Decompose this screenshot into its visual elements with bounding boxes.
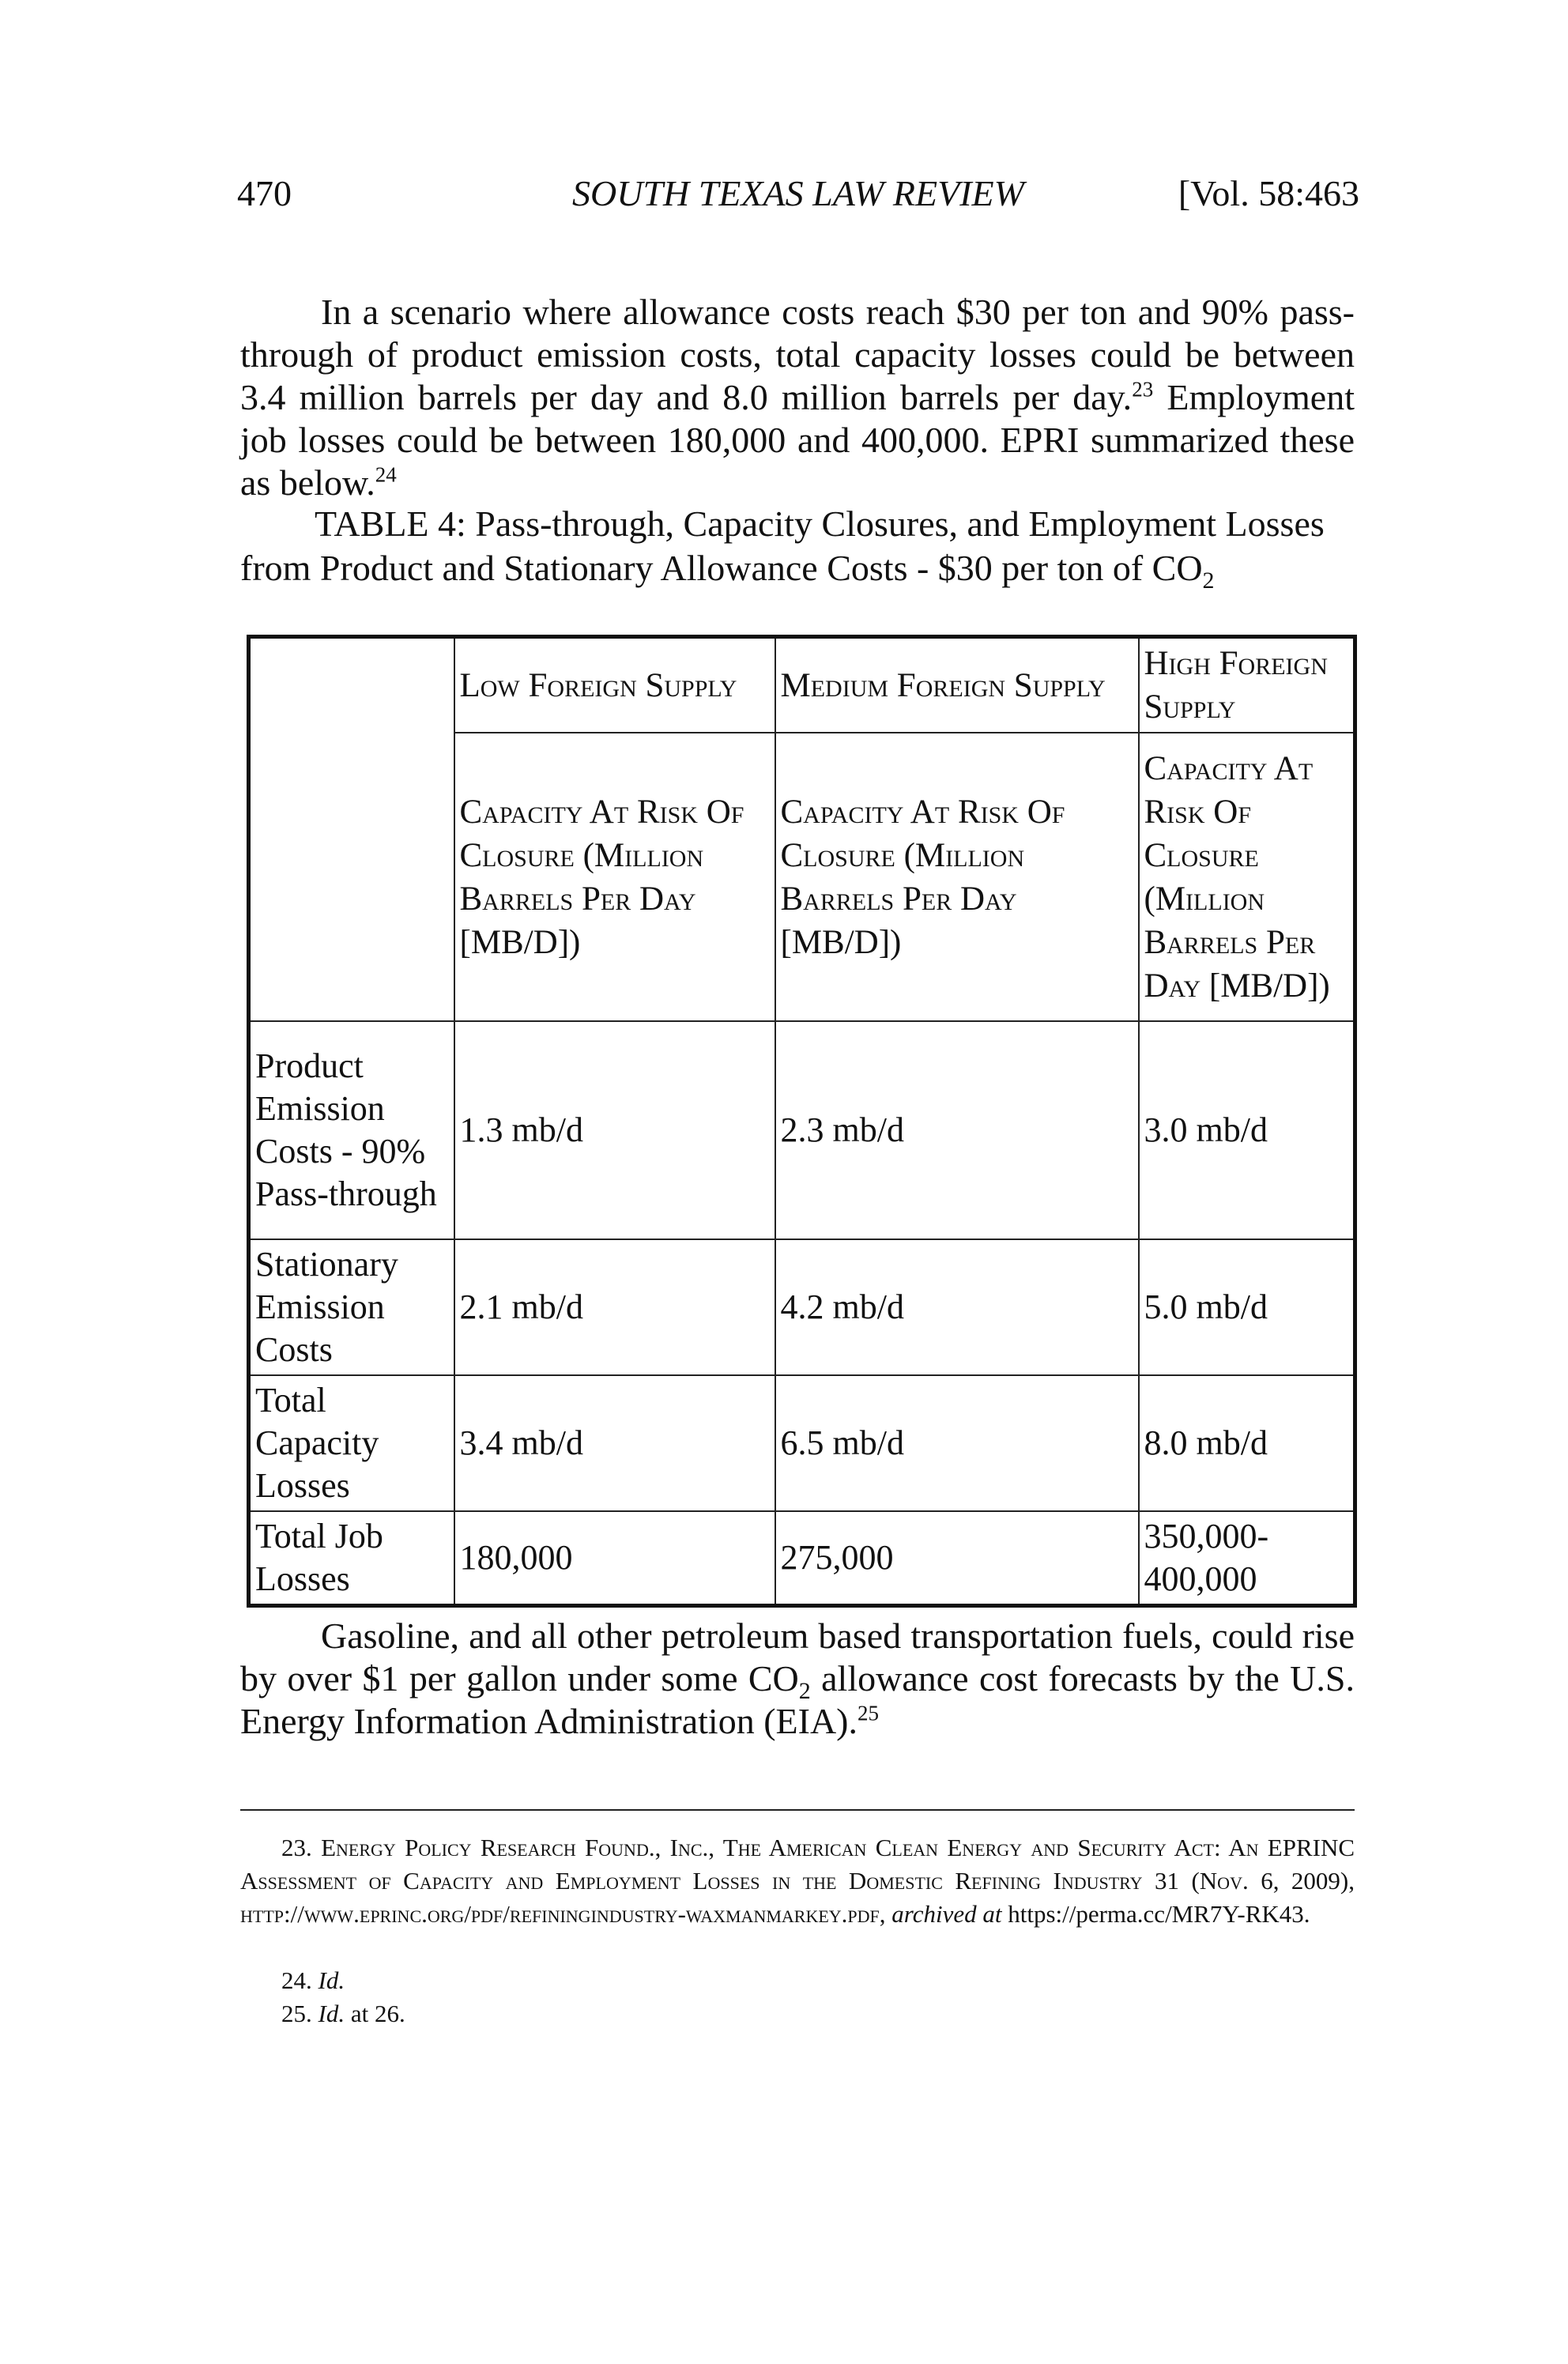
table-cell: 2.3 mb/d [775, 1021, 1139, 1239]
footnote-ref-24[interactable]: 24 [375, 462, 397, 487]
footnote-archived: archived at [891, 1900, 1002, 1928]
footnote-number: 23. [281, 1834, 312, 1861]
col-header-high: High Foreign Supply [1139, 637, 1355, 733]
page-number: 470 [237, 173, 292, 213]
table-row [249, 1511, 1355, 1606]
table-cell: 2.1 mb/d [454, 1239, 775, 1375]
intro-text-2: Employment job losses could be between 180,000 and 400,000. EPRI summarized these as below. [240, 377, 1355, 503]
caption-line-2: from Product and Stationary Allowance Costs - $30 per ton of CO [240, 548, 1203, 588]
closing-subscript: 2 [798, 1678, 811, 1705]
footnote-24 [281, 1964, 345, 1997]
row-label: Stationary Emission Costs [249, 1239, 454, 1375]
row-label: Total Capacity Losses [249, 1375, 454, 1511]
page-header [237, 172, 1359, 220]
footnote-ref-23[interactable]: 23 [1132, 377, 1154, 402]
intro-text: In a scenario where allowance costs reach $30 per ton and 90% pass-through of product emission costs, total capacity losses could be between 3.4 million barrels per day and 8.0 million barrels per day. [240, 292, 1355, 417]
footnote-tail: at 26. [345, 2000, 405, 2027]
footnote-id: Id. [318, 2000, 345, 2027]
corner-cell [249, 637, 454, 1022]
table-row [249, 1375, 1355, 1511]
table-cell: 6.5 mb/d [775, 1375, 1139, 1511]
table-cell: 5.0 mb/d [1139, 1239, 1355, 1375]
caption-line-1: TABLE 4: Pass-through, Capacity Closures, and Employment Losses [315, 503, 1325, 544]
closing-text: Gasoline, and all other petroleum based transportation fuels, could rise by over $1 per gallon under some CO [240, 1616, 1355, 1699]
volume-citation: [Vol. 58:463 [1178, 173, 1359, 213]
table-cell: 1.3 mb/d [454, 1021, 775, 1239]
footnote-23 [240, 1831, 1355, 1931]
table-cell: 4.2 mb/d [775, 1239, 1139, 1375]
journal-title: SOUTH TEXAS LAW REVIEW [572, 173, 1024, 213]
header-row-supply [249, 637, 1355, 733]
footnote-number: 25. [281, 2000, 312, 2027]
table-cell: 350,000-400,000 [1139, 1511, 1355, 1606]
table-row [249, 1239, 1355, 1375]
row-label: Total Job Losses [249, 1511, 454, 1606]
closing-paragraph [240, 1615, 1355, 1743]
col-header-medium: Medium Foreign Supply [775, 637, 1139, 733]
table-caption [240, 502, 1355, 594]
table-cell: 275,000 [775, 1511, 1139, 1606]
caption-subscript: 2 [1202, 567, 1215, 594]
col-header-low: Low Foreign Supply [454, 637, 775, 733]
table-cell: 3.0 mb/d [1139, 1021, 1355, 1239]
capacity-losses-table [247, 635, 1357, 1608]
table-cell: 180,000 [454, 1511, 775, 1606]
table-cell: 8.0 mb/d [1139, 1375, 1355, 1511]
col-measure-medium: Capacity At Risk Of Closure (Million Barrels Per Day [MB/D]) [775, 733, 1139, 1021]
col-measure-low: Capacity At Risk Of Closure (Million Barrels Per Day [MB/D]) [454, 733, 775, 1021]
footnote-ref-25[interactable]: 25 [858, 1701, 879, 1725]
footnote-body: Energy Policy Research Found., Inc., The American Clean Energy and Security Act: An EPRINC Assessment of Capacity and Employment Losses in the Domestic Refining Industry 31 (Nov. 6, 2009), http://www.eprinc.org/pdf/refiningindustry-waxmanmarkey.pdf, [240, 1834, 1355, 1928]
row-label: Product Emission Costs - 90% Pass-through [249, 1021, 454, 1239]
footnote-id: Id. [318, 1966, 345, 1994]
footnote-number: 24. [281, 1966, 312, 1994]
intro-paragraph [240, 291, 1355, 504]
footnote-url[interactable]: https://perma.cc/MR7Y-RK43. [1001, 1900, 1310, 1928]
col-measure-high: Capacity At Risk Of Closure (Million Barrels Per Day [MB/D]) [1139, 733, 1355, 1021]
footnote-divider [240, 1809, 1355, 1811]
footnote-25 [281, 1997, 405, 2030]
closing-text-2: allowance cost forecasts by the U.S. Energy Information Administration (EIA). [240, 1658, 1355, 1741]
table-cell: 3.4 mb/d [454, 1375, 775, 1511]
table-row [249, 1021, 1355, 1239]
